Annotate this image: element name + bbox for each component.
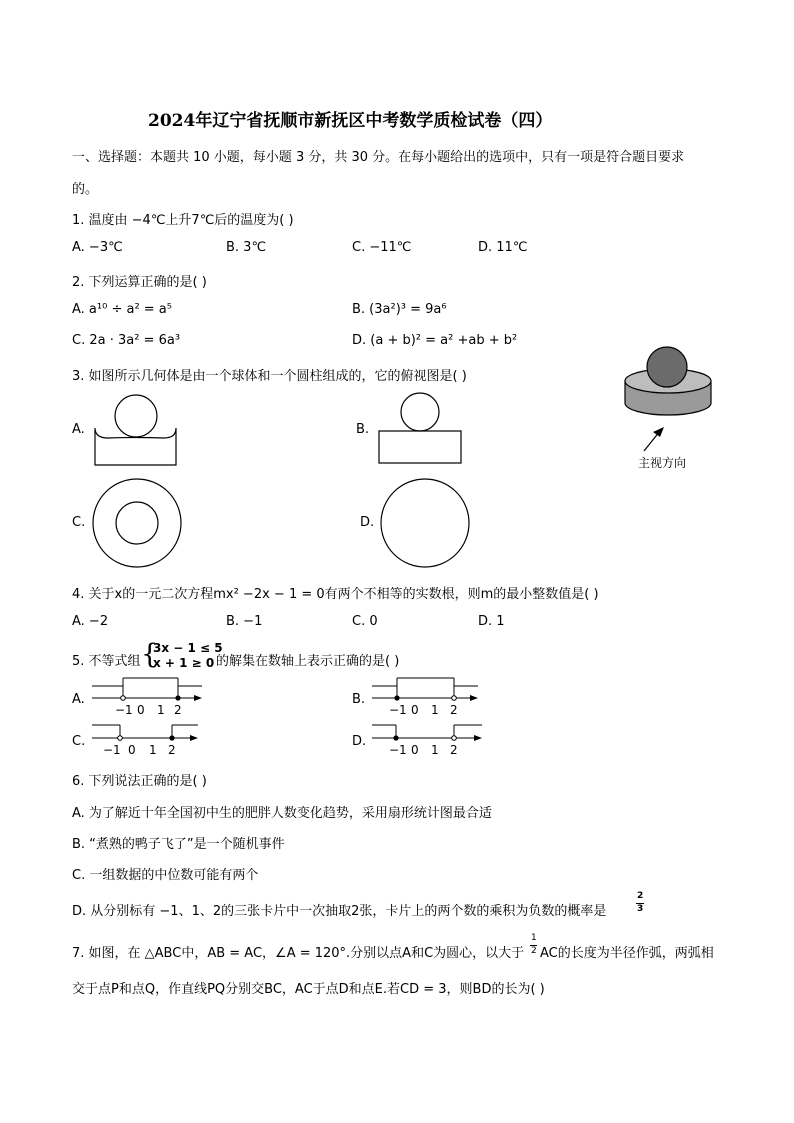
q5b-tick-label: 2 [450,703,458,717]
q5-numberline-c [90,722,220,762]
q2-option-b[interactable]: B. (3a²)³ = 9a⁶ [352,302,447,317]
q7-frac-num: 1 [531,933,537,943]
q5-stem-prefix: 5. 不等式组 [72,654,141,669]
q5a-tick-label: 2 [174,703,182,717]
q4-option-c[interactable]: C. 0 [352,614,378,629]
q5c-tick-label: 1 [149,743,157,757]
q7-frac-den: 2 [531,946,537,956]
q3-solid-figure [620,343,740,463]
q4-option-b[interactable]: B. −1 [226,614,263,629]
q6-option-c[interactable]: C. 一组数据的中位数可能有两个 [72,868,259,883]
q5-stem-suffix: 的解集在数轴上表示正确的是( ) [216,654,400,669]
q6-option-d[interactable]: D. 从分别标有 −1、1、2的三张卡片中一次抽取2张，卡片上的两个数的乘积为负数的概率是 [72,904,607,919]
q1-option-c[interactable]: C. −11℃ [352,240,412,255]
q5-label-c[interactable]: C. [72,734,86,749]
q5a-tick-label: 1 [157,703,165,717]
q7-line1-b: AC的长度为半径作弧，两弧相 [540,946,714,961]
q5c-tick-label: 0 [128,743,136,757]
q3-caption: 主视方向 [638,456,687,470]
q5c-tick-label: −1 [103,743,121,757]
q5-label-d[interactable]: D. [352,734,367,749]
q6-stem: 6. 下列说法正确的是( ) [72,774,207,789]
q3-label-c[interactable]: C. [72,515,86,530]
q5c-tick-label: 2 [168,743,176,757]
q5-system-line2: x + 1 ≥ 0 [153,656,215,670]
q5-numberline-b [370,678,500,718]
q3-stem: 3. 如图所示几何体是由一个球体和一个圆柱组成的，它的俯视图是( ) [72,369,467,384]
q6-option-a[interactable]: A. 为了解近十年全国初中生的肥胖人数变化趋势，采用扇形统计图最合适 [72,806,492,821]
q3-label-d[interactable]: D. [360,515,375,530]
q7-line2: 交于点P和点Q，作直线PQ分别交BC，AC于点D和点E.若CD = 3，则BD的长为( ) [72,982,545,997]
q5-system-line1: 3x − 1 ≤ 5 [153,641,223,655]
q6-fraction-den: 3 [637,904,644,914]
q3-figure-d [380,478,490,588]
q4-stem: 4. 关于x的一元二次方程mx² −2x − 1 = 0有两个不相等的实数根，则m的最小整数值是( ) [72,587,599,602]
q1-option-b[interactable]: B. 3℃ [226,240,267,255]
q4-option-d[interactable]: D. 1 [478,614,505,629]
q5d-tick-label: 0 [411,743,419,757]
q5d-tick-label: 1 [431,743,439,757]
q4-option-a[interactable]: A. −2 [72,614,109,629]
q6-fraction-num: 2 [637,891,644,901]
section-header-line2: 的。 [72,182,99,197]
q3-figure-b [378,393,478,473]
q5-numberline-a [90,678,220,718]
q5a-tick-label: −1 [115,703,133,717]
q1-option-d[interactable]: D. 11℃ [478,240,528,255]
q5a-tick-label: 0 [137,703,145,717]
q2-stem: 2. 下列运算正确的是( ) [72,275,207,290]
q2-option-c[interactable]: C. 2a · 3a² = 6a³ [72,333,181,348]
q5-label-b[interactable]: B. [352,692,366,707]
q7-line1-a: 7. 如图，在 △ABC中，AB = AC，∠A = 120°.分别以点A和C为圆心，以大于 [72,946,525,961]
q5-label-a[interactable]: A. [72,692,85,707]
q5b-tick-label: −1 [389,703,407,717]
q6-option-b[interactable]: B. “煮熟的鸭子飞了”是一个随机事件 [72,837,285,852]
q5b-tick-label: 1 [431,703,439,717]
q3-label-a[interactable]: A. [72,422,85,437]
q5b-tick-label: 0 [411,703,419,717]
q5-numberline-d [370,722,500,762]
q5d-tick-label: −1 [389,743,407,757]
q2-option-d[interactable]: D. (a + b)² = a² +ab + b² [352,333,518,348]
q3-label-b[interactable]: B. [356,422,370,437]
q3-figure-a [92,393,212,463]
page-title: 2024年辽宁省抚顺市新抚区中考数学质检试卷（四） [148,111,553,131]
q2-option-a[interactable]: A. a¹⁰ ÷ a² = a⁵ [72,302,172,317]
q5-brace: { [141,639,159,670]
q3-figure-c [92,478,202,588]
section-header-line1: 一、选择题：本题共 10 小题，每小题 3 分，共 30 分。在每小题给出的选项中，只有一项是符合题目要求 [72,150,685,165]
q1-stem: 1. 温度由 −4℃上升7℃后的温度为( ) [72,213,294,228]
q5d-tick-label: 2 [450,743,458,757]
q1-option-a[interactable]: A. −3℃ [72,240,123,255]
